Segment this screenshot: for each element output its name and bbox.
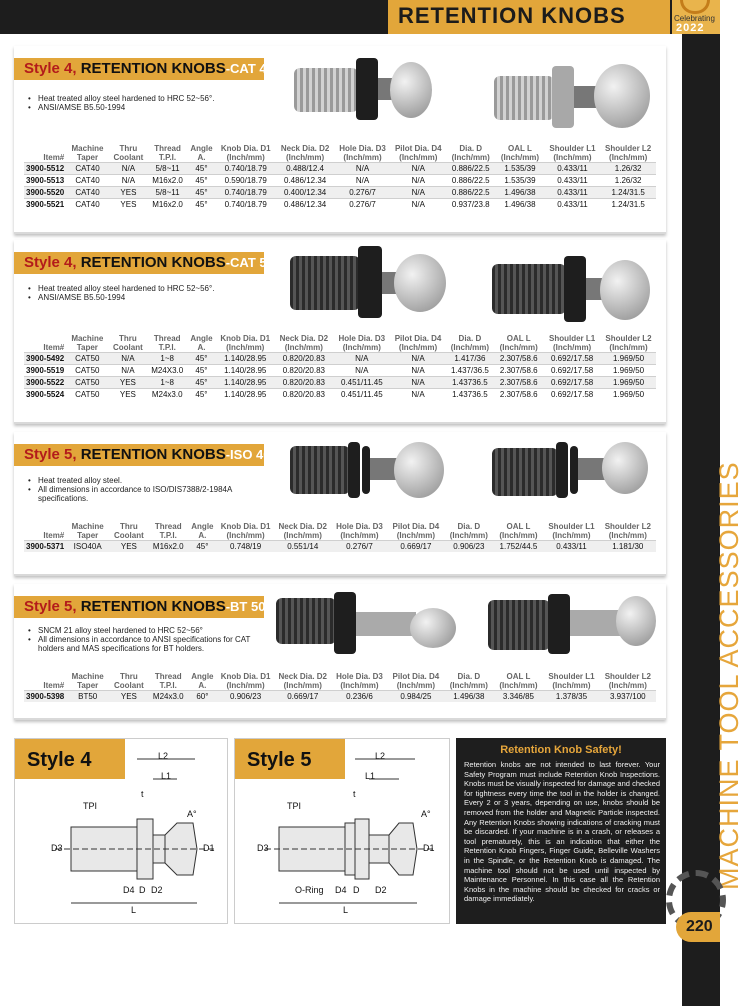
product-image <box>294 50 434 130</box>
dim-t: t <box>141 789 144 799</box>
table-cell: 1.535/39 <box>495 163 544 175</box>
column-header: Hole Dia. D3 (Inch/mm) <box>336 522 383 540</box>
column-header: Shoulder L1 (Inch/mm) <box>548 522 595 540</box>
table-cell: M24x3.0 <box>149 691 188 703</box>
item-number: 3900-5520 <box>26 188 65 197</box>
column-header: Machine Taper <box>71 144 104 162</box>
dim-d1: D1 <box>423 843 435 853</box>
section-name: RETENTION KNOBS <box>80 60 226 77</box>
table-cell: CAT50 <box>66 389 108 401</box>
table-cell: N/A <box>108 365 147 377</box>
section-name: RETENTION KNOBS <box>80 598 226 615</box>
feature-item: • All dimensions in accordance to ANSI specifications for CAT holders and MAS specifications for BT holders. <box>28 635 258 653</box>
page-number: 220 <box>686 918 713 935</box>
dim-angle: A° <box>187 809 197 819</box>
table-cell: 1.969/50 <box>601 353 656 365</box>
table-cell: N/A <box>391 353 446 365</box>
table-cell: 0.886/22.5 <box>446 187 495 199</box>
table-cell: 45° <box>187 365 216 377</box>
column-header: Angle A. <box>191 522 214 540</box>
table-cell: N/A <box>390 163 446 175</box>
section-cat50 <box>14 240 666 424</box>
column-header: OAL L (Inch/mm) <box>500 144 540 162</box>
table-cell: N/A <box>391 389 446 401</box>
table-cell: N/A <box>390 199 446 211</box>
table-cell: 0.740/18.79 <box>216 187 276 199</box>
table-cell: 0.669/17 <box>388 541 444 553</box>
page-number-badge <box>676 912 720 942</box>
column-header: OAL L (Inch/mm) <box>499 672 538 690</box>
table-cell: YES <box>109 187 148 199</box>
table-cell: 3.937/100 <box>600 691 656 703</box>
spec-table <box>24 334 656 400</box>
column-header: Dia. D (Inch/mm) <box>449 672 488 690</box>
safety-title: Retention Knob Safety! <box>500 744 622 756</box>
dim-d4: D4 <box>123 885 135 895</box>
column-header: Hole Dia. D3 (Inch/mm) <box>336 672 383 690</box>
table-cell: 45° <box>187 199 216 211</box>
table-cell: 0.488/12.4 <box>276 163 335 175</box>
item-number: 3900-5513 <box>26 176 65 185</box>
dim-l: L <box>131 905 137 915</box>
dim-l1: L1 <box>365 771 376 781</box>
column-header: Angle A. <box>190 144 213 162</box>
section-name: RETENTION KNOBS <box>80 446 226 463</box>
table-cell: ISO40A <box>66 541 109 553</box>
column-header: Dia. D (Inch/mm) <box>450 334 489 352</box>
feature-list <box>28 476 258 503</box>
spec-table <box>24 672 656 702</box>
page-title: RETENTION KNOBS <box>398 3 626 28</box>
table-cell: 0.400/12.34 <box>276 187 335 199</box>
column-header: Pilot Dia. D4 (Inch/mm) <box>394 144 442 162</box>
table-cell: 1.496/38 <box>444 691 493 703</box>
safety-body: Retention knobs are not intended to last forever. Your Safety Program must include Retention Knob Inspections. Knobs must be visually inspected for damage and checked for tightness every time the tool in the holder is changed. Every 2 or 3 years, depending on use, knobs should be removed from the holder and Magnetic Particle inspected. Any Retention Knobs showing indications of cracking must be discarded. If your machine is in a crash, or releases a tool prematurely, this is an indication that either the Retention Knob Fingers, Finger Guide, Belleville Washers in the Spindle, or the Retention Knob is damaged. The machine tool should not be used until inspected by Maintenance Personnel. In this case all the Retention Knobs in the machine should be checked for cracks or damage immediately. <box>464 760 660 904</box>
table-cell: 45° <box>188 541 217 553</box>
diagram-label: Style 4 <box>27 749 92 771</box>
table-cell: M16x2.0 <box>149 541 188 553</box>
table-cell: 1.535/39 <box>495 175 544 187</box>
dim-d: D <box>139 885 146 895</box>
column-header: Knob Dia. D1 (Inch/mm) <box>220 144 271 162</box>
column-header: Thread T.P.I. <box>154 672 182 690</box>
table-row <box>24 377 656 389</box>
table-row <box>24 353 656 365</box>
section-title-bar <box>14 444 280 466</box>
table-cell: N/A <box>109 163 148 175</box>
product-image <box>290 436 450 506</box>
anniversary-badge <box>672 0 720 34</box>
column-header: OAL L (Inch/mm) <box>499 334 538 352</box>
section-style: Style 4, <box>24 254 77 271</box>
dim-d1: D1 <box>203 843 215 853</box>
column-header: Item# <box>43 681 65 690</box>
table-cell: 1.140/28.95 <box>216 353 275 365</box>
table-cell: N/A <box>108 353 147 365</box>
table-cell: 2.307/58.6 <box>494 389 543 401</box>
dim-angle: A° <box>421 809 431 819</box>
table-cell: 45° <box>187 187 216 199</box>
table-cell: N/A <box>335 163 391 175</box>
section-title-bar <box>14 252 274 274</box>
table-cell: 60° <box>188 691 217 703</box>
table-cell: N/A <box>391 365 446 377</box>
table-cell: CAT40 <box>66 187 108 199</box>
style5-drawing <box>235 739 451 925</box>
column-header: Pilot Dia. D4 (Inch/mm) <box>392 522 440 540</box>
table-cell: 0.740/18.79 <box>216 163 276 175</box>
sidebar-vertical-text-wrap <box>688 390 744 890</box>
column-header: Shoulder L1 (Inch/mm) <box>549 334 596 352</box>
table-cell: 0.486/12.34 <box>276 199 335 211</box>
table-cell: 0.451/11.45 <box>333 377 391 389</box>
table-cell: CAT40 <box>66 199 108 211</box>
column-header: Knob Dia. D1 (Inch/mm) <box>220 334 271 352</box>
feature-list <box>28 94 258 112</box>
table-cell: 45° <box>187 377 216 389</box>
item-number: 3900-5492 <box>26 354 65 363</box>
column-header: Item# <box>43 343 65 352</box>
section-style: Style 4, <box>24 60 77 77</box>
table-cell: YES <box>108 389 147 401</box>
table-cell: 0.906/23 <box>217 691 274 703</box>
column-header: Thread T.P.I. <box>154 144 181 162</box>
feature-item: • All dimensions in accordance to ISO/DIS7388/2-1984A specifications. <box>28 485 258 503</box>
table-row <box>24 175 656 187</box>
table-cell: 0.820/20.83 <box>275 377 333 389</box>
dim-d: D <box>353 885 360 895</box>
table-cell: CAT50 <box>66 353 108 365</box>
table-cell: 1.43736.5 <box>446 377 495 389</box>
section-title-bar <box>14 596 264 618</box>
table-cell: 0.451/11.45 <box>333 389 391 401</box>
table-cell: 1.969/50 <box>601 377 656 389</box>
table-cell: 5/8~11 <box>148 187 187 199</box>
table-cell: 1.140/28.95 <box>216 377 275 389</box>
table-cell: 1.969/50 <box>601 365 656 377</box>
column-header: Shoulder L2 (Inch/mm) <box>604 522 651 540</box>
table-row <box>24 541 656 553</box>
column-header: Thru Coolant <box>112 334 143 352</box>
column-header: Item# <box>43 153 65 162</box>
column-header: Machine Taper <box>71 334 104 352</box>
section-cat40 <box>14 46 666 234</box>
table-cell: 0.937/23.8 <box>446 199 495 211</box>
product-image <box>276 588 456 662</box>
dim-tpi: TPI <box>83 801 98 811</box>
table-cell: 1.496/38 <box>495 187 544 199</box>
column-header: Shoulder L2 (Inch/mm) <box>605 144 652 162</box>
column-header: Dia. D (Inch/mm) <box>451 144 490 162</box>
table-cell: M16x2.0 <box>148 175 187 187</box>
table-cell: 1.140/28.95 <box>216 389 275 401</box>
table-cell: BT50 <box>66 691 109 703</box>
table-cell: 0.486/12.34 <box>276 175 335 187</box>
column-header: Machine Taper <box>71 522 104 540</box>
table-cell: 1.43736.5 <box>446 389 495 401</box>
product-image <box>492 436 652 506</box>
feature-item: • SNCM 21 alloy steel hardened to HRC 52~56° <box>28 626 258 635</box>
table-cell: 0.820/20.83 <box>275 365 333 377</box>
table-cell: 1~8 <box>147 377 187 389</box>
table-cell: N/A <box>390 187 446 199</box>
section-iso40a <box>14 432 666 576</box>
product-image <box>488 588 658 662</box>
item-number: 3900-5519 <box>26 366 65 375</box>
table-cell: 0.906/23 <box>444 541 493 553</box>
column-header: Neck Dia. D2 (Inch/mm) <box>280 144 330 162</box>
item-number: 3900-5398 <box>26 692 65 701</box>
table-cell: 1.969/50 <box>601 389 656 401</box>
feature-item: • Heat treated alloy steel hardened to HRC 52~56°. <box>28 94 258 103</box>
table-cell: CAT50 <box>66 365 108 377</box>
column-header: Hole Dia. D3 (Inch/mm) <box>338 334 386 352</box>
table-row <box>24 163 656 175</box>
table-cell: 0.433/11 <box>545 199 601 211</box>
item-number: 3900-5371 <box>26 542 65 551</box>
section-suffix: -CAT 40 <box>225 61 274 76</box>
dim-l: L <box>343 905 349 915</box>
feature-item: • ANSI/AMSE B5.50-1994 <box>28 293 258 302</box>
table-cell: 0.590/18.79 <box>216 175 276 187</box>
table-cell: N/A <box>390 175 446 187</box>
celebrating-year: 2022 <box>676 22 705 34</box>
spec-table <box>24 522 656 552</box>
table-row <box>24 691 656 703</box>
table-cell: 2.307/58.6 <box>494 377 543 389</box>
table-cell: 1.417/36 <box>446 353 495 365</box>
table-row <box>24 365 656 377</box>
table-row <box>24 187 656 199</box>
table-cell: 0.236/6 <box>331 691 387 703</box>
column-header: Neck Dia. D2 (Inch/mm) <box>279 334 329 352</box>
table-cell: 1.26/32 <box>600 163 656 175</box>
column-header: Neck Dia. D2 (Inch/mm) <box>278 522 327 540</box>
column-header: Thru Coolant <box>113 672 144 690</box>
table-cell: M24X3.0 <box>147 365 187 377</box>
table-cell: 0.886/22.5 <box>446 175 495 187</box>
dim-d4: D4 <box>335 885 347 895</box>
section-title <box>24 60 274 77</box>
table-cell: 0.692/17.58 <box>543 353 601 365</box>
column-header: Thread T.P.I. <box>153 334 181 352</box>
table-cell: 0.276/7 <box>335 199 391 211</box>
table-cell: YES <box>109 541 149 553</box>
column-header: Item# <box>43 531 65 540</box>
item-number: 3900-5524 <box>26 390 65 399</box>
table-cell: 0.984/25 <box>388 691 444 703</box>
section-style: Style 5, <box>24 598 77 615</box>
section-bt50 <box>14 584 666 720</box>
table-cell: CAT40 <box>66 175 108 187</box>
table-cell: 1.378/35 <box>543 691 599 703</box>
column-header: Angle A. <box>190 334 213 352</box>
table-cell: 1.181/30 <box>600 541 656 553</box>
table-cell: 1.496/38 <box>495 199 544 211</box>
table-cell: 0.820/20.83 <box>275 389 333 401</box>
item-number: 3900-5521 <box>26 200 65 209</box>
table-row <box>24 389 656 401</box>
column-header: Dia. D (Inch/mm) <box>449 522 488 540</box>
item-number: 3900-5512 <box>26 164 65 173</box>
table-cell: N/A <box>335 175 391 187</box>
dim-oring: O-Ring <box>295 885 324 895</box>
celebrating-label: Celebrating <box>674 14 715 23</box>
table-cell: 45° <box>187 175 216 187</box>
section-name: RETENTION KNOBS <box>80 254 226 271</box>
feature-list <box>28 626 258 653</box>
table-cell: 0.433/11 <box>545 175 601 187</box>
table-cell: 1.26/32 <box>600 175 656 187</box>
section-suffix: -BT 50 <box>225 599 266 614</box>
anniversary-logo-icon <box>680 0 710 14</box>
table-cell: 1.24/31.5 <box>600 199 656 211</box>
dim-t: t <box>353 789 356 799</box>
table-cell: 1.752/44.5 <box>494 541 544 553</box>
table-cell: YES <box>109 199 148 211</box>
table-cell: 1.24/31.5 <box>600 187 656 199</box>
column-header: Knob Dia. D1 (Inch/mm) <box>220 522 271 540</box>
style4-drawing <box>15 739 229 925</box>
table-cell: 1.140/28.95 <box>216 365 275 377</box>
table-cell: 3.346/85 <box>494 691 544 703</box>
table-cell: N/A <box>109 175 148 187</box>
table-cell: YES <box>108 377 147 389</box>
dim-tpi: TPI <box>287 801 302 811</box>
section-style: Style 5, <box>24 446 77 463</box>
dim-d2: D2 <box>375 885 387 895</box>
table-cell: N/A <box>333 365 391 377</box>
table-cell: 0.669/17 <box>274 691 331 703</box>
column-header: Neck Dia. D2 (Inch/mm) <box>278 672 327 690</box>
column-header: Thru Coolant <box>113 144 144 162</box>
column-header: Shoulder L1 (Inch/mm) <box>548 672 595 690</box>
table-cell: 0.820/20.83 <box>275 353 333 365</box>
table-cell: 0.276/7 <box>331 541 387 553</box>
column-header: Hole Dia. D3 (Inch/mm) <box>339 144 386 162</box>
table-cell: M16x2.0 <box>148 199 187 211</box>
section-title-bar <box>14 58 274 80</box>
product-image <box>492 250 652 330</box>
column-header: Shoulder L1 (Inch/mm) <box>549 144 596 162</box>
column-header: Machine Taper <box>71 672 104 690</box>
product-image <box>494 54 654 138</box>
table-cell: CAT50 <box>66 377 108 389</box>
item-number: 3900-5522 <box>26 378 65 387</box>
table-cell: 0.276/7 <box>335 187 391 199</box>
table-cell: 0.740/18.79 <box>216 199 276 211</box>
table-cell: 5/8~11 <box>148 163 187 175</box>
dim-d3: D3 <box>51 843 63 853</box>
table-row <box>24 199 656 211</box>
table-cell: N/A <box>333 353 391 365</box>
table-cell: 0.692/17.58 <box>543 389 601 401</box>
dim-l2: L2 <box>375 751 386 761</box>
table-cell: 0.433/11 <box>545 163 601 175</box>
section-title <box>24 446 280 463</box>
feature-item: • Heat treated alloy steel hardened to HRC 52~56°. <box>28 284 258 293</box>
product-image <box>290 242 450 328</box>
table-cell: 0.692/17.58 <box>543 377 601 389</box>
table-cell: 1.437/36.5 <box>446 365 495 377</box>
column-header: Thread T.P.I. <box>154 522 182 540</box>
feature-item: • ANSI/AMSE B5.50-1994 <box>28 103 258 112</box>
section-suffix: -ISO 40A <box>225 447 280 462</box>
table-cell: 45° <box>187 163 216 175</box>
column-header: Thru Coolant <box>113 522 144 540</box>
feature-list <box>28 284 258 302</box>
column-header: Pilot Dia. D4 (Inch/mm) <box>394 334 442 352</box>
dim-d2: D2 <box>151 885 163 895</box>
table-cell: CAT40 <box>66 163 108 175</box>
table-cell: 0.748/19 <box>217 541 274 553</box>
style5-diagram <box>234 738 450 924</box>
table-cell: 0.692/17.58 <box>543 365 601 377</box>
sidebar-vertical-text: MACHINE TOOL ACCESSORIES <box>714 461 744 890</box>
dim-l2: L2 <box>158 751 169 761</box>
table-cell: 45° <box>187 353 216 365</box>
column-header: Pilot Dia. D4 (Inch/mm) <box>392 672 440 690</box>
dim-d3: D3 <box>257 843 269 853</box>
dim-l1: L1 <box>161 771 172 781</box>
safety-box <box>456 738 666 924</box>
diagram-label: Style 5 <box>247 749 312 771</box>
column-header: OAL L (Inch/mm) <box>499 522 538 540</box>
spec-table <box>24 144 656 210</box>
column-header: Angle A. <box>191 672 214 690</box>
table-cell: N/A <box>391 377 446 389</box>
header-bar <box>0 0 720 34</box>
table-cell: M24x3.0 <box>147 389 187 401</box>
table-cell: 45° <box>187 389 216 401</box>
table-cell: 0.886/22.5 <box>446 163 495 175</box>
column-header: Knob Dia. D1 (Inch/mm) <box>220 672 271 690</box>
column-header: Shoulder L2 (Inch/mm) <box>605 334 652 352</box>
section-suffix: -CAT 50 <box>225 255 274 270</box>
table-cell: 2.307/58.6 <box>494 365 543 377</box>
section-title <box>24 598 265 615</box>
column-header: Shoulder L2 (Inch/mm) <box>604 672 651 690</box>
style4-diagram <box>14 738 228 924</box>
section-title <box>24 254 274 271</box>
feature-item: • Heat treated alloy steel. <box>28 476 258 485</box>
table-cell: 0.433/11 <box>545 187 601 199</box>
table-cell: 0.433/11 <box>543 541 599 553</box>
table-cell: 1~8 <box>147 353 187 365</box>
table-cell: 0.551/14 <box>274 541 331 553</box>
table-cell: YES <box>109 691 149 703</box>
table-cell: 2.307/58.6 <box>494 353 543 365</box>
